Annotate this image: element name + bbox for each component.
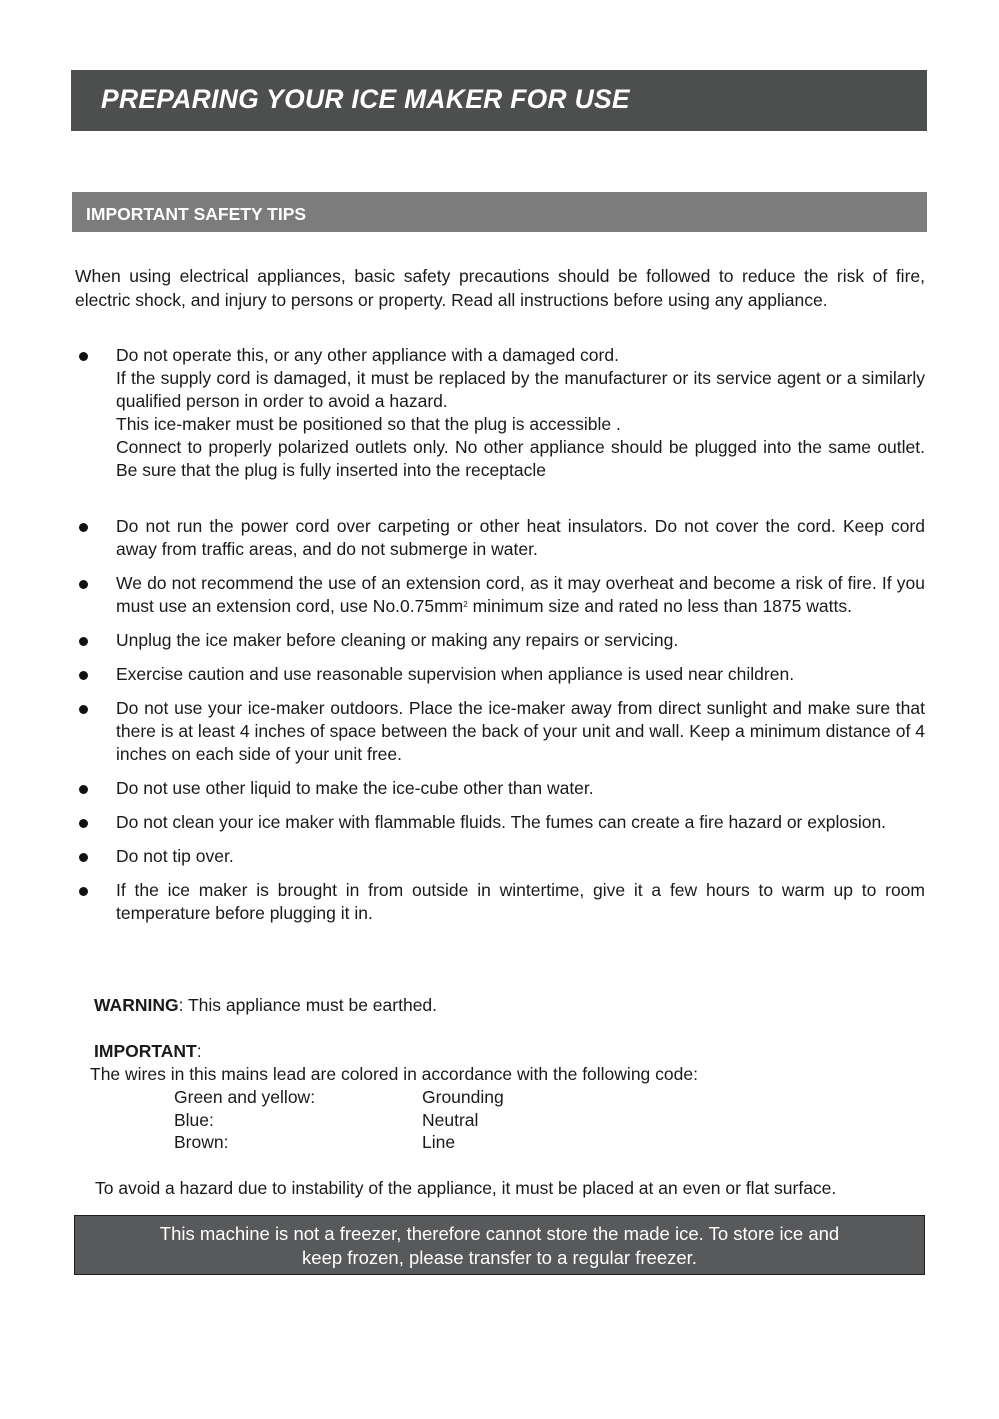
bullet-icon <box>79 819 88 828</box>
tip-line: Connect to properly polarized outlets only. No other appliance should be plugged into the same outlet. Be sure that the plug is fully inserted into the receptacle <box>116 437 925 480</box>
intro-paragraph: When using electrical appliances, basic safety precautions should be followed to reduce the risk of fire, electric shock, and injury to persons or property. Read all instructions before using any appliance. <box>75 266 925 310</box>
tip-line: This ice-maker must be positioned so that the plug is accessible . <box>116 414 621 434</box>
warning-text: : This appliance must be earthed. <box>178 995 438 1015</box>
section-title: IMPORTANT SAFETY TIPS <box>86 204 307 224</box>
warning-notice <box>94 994 437 1017</box>
wire-color-table <box>174 1086 504 1154</box>
bullet-icon <box>79 671 88 680</box>
tip-line: Do not operate this, or any other appliance with a damaged cord. <box>116 345 619 365</box>
safety-tip-item <box>75 663 925 686</box>
wire-row <box>174 1086 504 1109</box>
safety-tip-item <box>75 777 925 800</box>
tip-text: Do not use your ice-maker outdoors. Place the ice-maker away from direct sunlight and make sure that there is at least 4 inches of space between the back of your unit and wall. Keep a minimum distance of 4 inches on each side of your unit free. <box>116 698 925 764</box>
safety-tip-item <box>75 572 925 618</box>
wire-color: Blue: <box>174 1109 214 1130</box>
tip-line: If the supply cord is damaged, it must be replaced by the manufacturer or its service agent or a similarly qualified person in order to avoid a hazard. <box>116 368 925 411</box>
tip-text: Exercise caution and use reasonable supervision when appliance is used near children. <box>116 664 795 684</box>
freezer-notice-line: This machine is not a freezer, therefore cannot store the made ice. To store ice and <box>159 1223 840 1244</box>
wire-row <box>174 1109 504 1132</box>
stability-note: To avoid a hazard due to instability of the appliance, it must be placed at an even or flat surface. <box>95 1178 837 1198</box>
freezer-notice-line: keep frozen, please transfer to a regular freezer. <box>302 1247 697 1268</box>
safety-tip-item <box>75 629 925 652</box>
tip-text: Do not run the power cord over carpeting or other heat insulators. Do not cover the cord. Keep cord away from traffic areas, and do not submerge in water. <box>116 516 925 559</box>
safety-tips-list <box>75 344 925 925</box>
safety-tip-item <box>75 879 925 925</box>
bullet-icon <box>79 637 88 646</box>
section-header-bar <box>72 192 927 232</box>
bullet-icon <box>79 887 88 896</box>
page-header-bar <box>71 70 927 131</box>
safety-tip-item <box>75 697 925 766</box>
bullet-icon <box>79 705 88 714</box>
tip-text: We do not recommend the use of an extension cord, as it may overheat and become a risk of fire. If you must use an extension cord, use No.0.75mm <box>116 573 925 616</box>
tip-text: If the ice maker is brought in from outside in wintertime, give it a few hours to warm up to room temperature before plugging it in. <box>116 880 925 923</box>
wire-function: Neutral <box>422 1109 479 1130</box>
bullet-icon <box>79 352 88 361</box>
superscript: 2 <box>463 600 468 609</box>
wire-color: Brown: <box>174 1132 229 1152</box>
wire-color: Green and yellow: <box>174 1087 316 1107</box>
safety-tip-item <box>75 515 925 561</box>
safety-tip-item <box>75 344 925 482</box>
safety-tip-item <box>75 845 925 868</box>
important-colon: : <box>196 1041 202 1061</box>
safety-tip-item <box>75 811 925 834</box>
tip-text: minimum size and rated no less than 1875 watts. <box>467 596 852 616</box>
wire-code-intro: The wires in this mains lead are colored in accordance with the following code: <box>90 1064 698 1084</box>
warning-label: WARNING <box>94 995 179 1015</box>
tip-text: Do not clean your ice maker with flammable fluids. The fumes can create a fire hazard or explosion. <box>116 812 887 832</box>
bullet-icon <box>79 580 88 589</box>
wire-function: Line <box>422 1132 456 1152</box>
important-label: IMPORTANT <box>94 1041 197 1061</box>
wire-function: Grounding <box>422 1087 504 1107</box>
bullet-icon <box>79 853 88 862</box>
tip-text: Unplug the ice maker before cleaning or making any repairs or servicing. <box>116 630 679 650</box>
bullet-icon <box>79 785 88 794</box>
freezer-notice-box <box>74 1215 925 1275</box>
tip-text: Do not tip over. <box>116 846 234 866</box>
wire-row <box>174 1131 504 1154</box>
important-heading <box>94 1040 202 1063</box>
bullet-icon <box>79 523 88 532</box>
tip-text: Do not use other liquid to make the ice-cube other than water. <box>116 778 594 798</box>
page-title: PREPARING YOUR ICE MAKER FOR USE <box>101 84 630 114</box>
